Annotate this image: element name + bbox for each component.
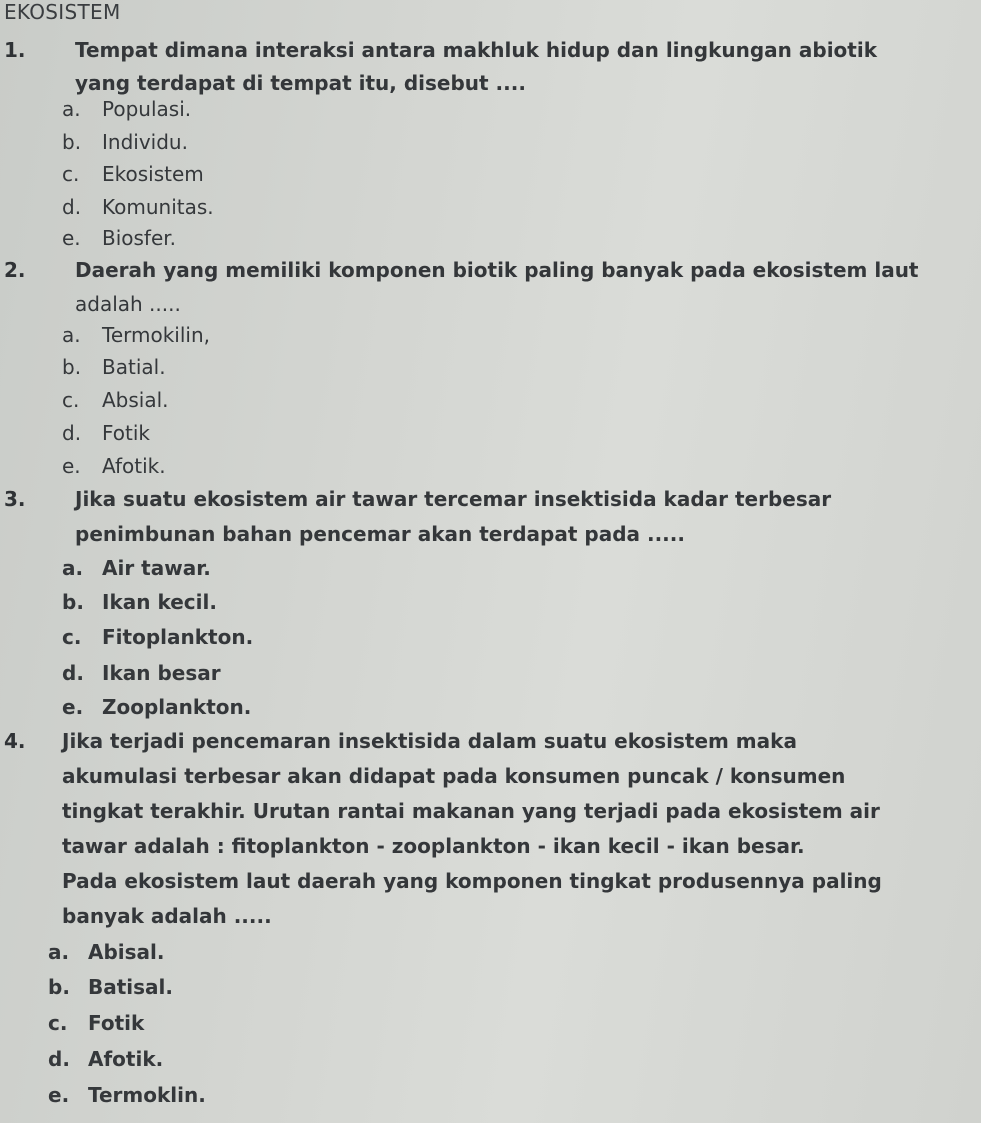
option-text: Absial. [102, 388, 169, 412]
option-c[interactable] [48, 1011, 144, 1035]
question-number: 2. [4, 258, 26, 282]
question-number: 1. [4, 38, 26, 62]
option-letter: d. [62, 195, 82, 219]
option-letter: a. [48, 940, 70, 964]
option-d[interactable] [62, 661, 221, 685]
option-text: Ikan besar [102, 661, 221, 685]
question-text-line: Jika terjadi pencemaran insektisida dalam suatu ekosistem maka [62, 729, 797, 753]
option-b[interactable] [48, 975, 173, 999]
option-c[interactable] [62, 388, 169, 412]
option-letter: e. [62, 454, 81, 478]
option-letter: c. [48, 1011, 68, 1035]
option-text: Ikan kecil. [102, 590, 217, 614]
option-d[interactable] [48, 1047, 163, 1071]
option-letter: e. [62, 695, 84, 719]
option-text: Air tawar. [102, 556, 211, 580]
option-c[interactable] [62, 162, 204, 186]
option-e[interactable] [62, 454, 166, 478]
option-text: Fitoplankton. [102, 625, 254, 649]
option-e[interactable] [62, 226, 176, 250]
option-letter: d. [62, 421, 82, 445]
question-text-line: adalah ..... [75, 292, 181, 316]
question-text-line: akumulasi terbesar akan didapat pada konsumen puncak / konsumen [62, 764, 846, 788]
option-letter: b. [62, 130, 82, 154]
question-text-line: yang terdapat di tempat itu, disebut .... [75, 71, 526, 95]
option-text: Zooplankton. [102, 695, 252, 719]
option-letter: d. [62, 661, 84, 685]
option-b[interactable] [62, 355, 166, 379]
option-e[interactable] [48, 1083, 206, 1107]
option-text: Batial. [102, 355, 166, 379]
option-text: Biosfer. [102, 226, 177, 250]
question-text-line: Jika suatu ekosistem air tawar tercemar insektisida kadar terbesar [75, 487, 832, 511]
option-d[interactable] [62, 421, 150, 445]
option-text: Afotik. [102, 454, 166, 478]
question-number: 4. [4, 729, 26, 753]
option-text: Komunitas. [102, 195, 214, 219]
option-letter: c. [62, 625, 82, 649]
option-letter: a. [62, 556, 84, 580]
option-b[interactable] [62, 590, 217, 614]
question-text-line: banyak adalah ..... [62, 904, 272, 928]
question-text-line: tingkat terakhir. Urutan rantai makanan yang terjadi pada ekosistem air [62, 799, 880, 823]
option-d[interactable] [62, 195, 214, 219]
option-letter: c. [62, 388, 80, 412]
option-text: Fotik [102, 421, 151, 445]
option-a[interactable] [62, 556, 211, 580]
option-a[interactable] [62, 323, 210, 347]
option-text: Populasi. [102, 97, 192, 121]
option-letter: c. [62, 162, 80, 186]
option-text: Termokilin, [102, 323, 210, 347]
option-text: Batisal. [88, 975, 174, 999]
worksheet-title: EKOSISTEM [4, 0, 121, 24]
option-text: Termoklin. [88, 1083, 206, 1107]
question-text-line: tawar adalah : fitoplankton - zooplankton - ikan kecil - ikan besar. [62, 834, 805, 858]
option-letter: a. [62, 97, 81, 121]
option-letter: d. [48, 1047, 70, 1071]
option-text: Abisal. [88, 940, 165, 964]
option-letter: b. [62, 590, 84, 614]
option-e[interactable] [62, 695, 251, 719]
option-letter: a. [62, 323, 81, 347]
question-text-line: Pada ekosistem laut daerah yang komponen tingkat produsennya paling [62, 869, 882, 893]
option-text: Ekosistem [102, 162, 204, 186]
question-text-line: Daerah yang memiliki komponen biotik paling banyak pada ekosistem laut [75, 258, 919, 282]
option-c[interactable] [62, 625, 253, 649]
option-b[interactable] [62, 130, 188, 154]
option-text: Afotik. [88, 1047, 164, 1071]
option-a[interactable] [48, 940, 165, 964]
option-letter: e. [62, 226, 81, 250]
option-text: Fotik [88, 1011, 145, 1035]
option-text: Individu. [102, 130, 188, 154]
option-letter: e. [48, 1083, 70, 1107]
question-number: 3. [4, 487, 26, 511]
option-letter: b. [48, 975, 70, 999]
option-a[interactable] [62, 97, 191, 121]
option-letter: b. [62, 355, 82, 379]
question-text-line: penimbunan bahan pencemar akan terdapat pada ..... [75, 522, 685, 546]
question-text-line: Tempat dimana interaksi antara makhluk hidup dan lingkungan abiotik [75, 38, 878, 62]
